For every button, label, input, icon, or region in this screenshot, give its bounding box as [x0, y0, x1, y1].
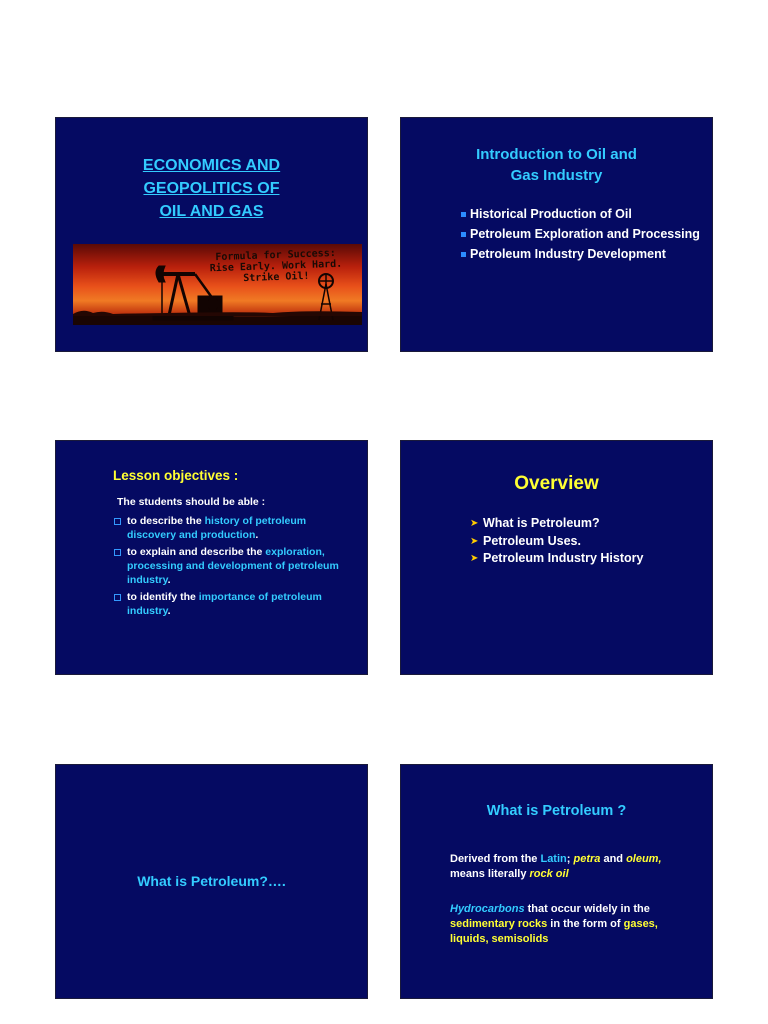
slide-what-is-petroleum [400, 764, 713, 999]
objective-text: . [167, 574, 171, 586]
hydrocarbons-paragraph [450, 902, 700, 947]
list-item [470, 533, 700, 551]
highlight-rock-oil: rock oil [529, 868, 569, 880]
square-bullet-icon [461, 212, 466, 217]
title-line: Gas Industry [510, 167, 603, 184]
highlight-gases: gases, [623, 918, 658, 930]
slide-title [56, 154, 367, 223]
square-bullet-icon [461, 232, 466, 237]
highlight-latin: Latin [540, 853, 567, 865]
slide-what-is-petroleum-section [55, 764, 368, 999]
title-line: ECONOMICS AND [142, 157, 281, 174]
hollow-square-bullet-icon [114, 518, 121, 525]
paragraph-text: means literally [450, 868, 530, 880]
slide-overview [400, 440, 713, 675]
highlight-sedimentary-rocks: sedimentary rocks [450, 918, 548, 930]
square-bullet-icon [461, 252, 466, 257]
title-line: Introduction to Oil and [476, 146, 637, 163]
list-item [461, 246, 701, 263]
highlight-petra: petra [573, 853, 601, 865]
definition-paragraph [450, 852, 700, 882]
list-item [113, 590, 353, 618]
bullet-text: Historical Production of Oil [470, 207, 632, 221]
slide-heading: Lesson objectives : [113, 468, 239, 483]
arrow-bullet-icon: ➤ [470, 518, 479, 529]
oil-pumpjack-sunset-image [73, 244, 362, 325]
slide-title [401, 144, 712, 186]
slide-lesson-objectives [55, 440, 368, 675]
slide-title: What is Petroleum?…. [137, 873, 286, 889]
highlight-oleum: oleum, [626, 853, 662, 865]
image-caption [200, 247, 351, 285]
objective-text: to explain and describe the [127, 546, 266, 558]
list-item [470, 550, 700, 568]
title-line: OIL AND GAS [159, 203, 264, 220]
caption-line: Strike Oil! [243, 270, 310, 285]
bullet-text: Petroleum Uses. [483, 533, 581, 548]
intro-text: The students should be able : [117, 496, 266, 508]
highlight-hydrocarbons: Hydrocarbons [450, 903, 525, 915]
objectives-list [113, 514, 353, 621]
highlight-liquids-semisolids: liquids, semisolids [450, 933, 549, 945]
slide-economics-title [55, 117, 368, 352]
paragraph-text: and [600, 853, 627, 865]
paragraph-text: in the form of [547, 918, 624, 930]
objective-text: . [255, 529, 259, 541]
bullet-list [470, 515, 700, 568]
bullet-text: Petroleum Industry History [483, 551, 644, 565]
hollow-square-bullet-icon [114, 594, 121, 601]
list-item [461, 206, 701, 223]
list-item [113, 545, 353, 587]
bullet-text: What is Petroleum? [483, 516, 600, 530]
paragraph-text: that occur widely in the [524, 903, 650, 915]
bullet-list [461, 206, 701, 266]
objective-highlight: importance of petroleum industry [127, 591, 322, 617]
slide-title: Overview [514, 473, 599, 494]
objective-text: . [167, 605, 171, 617]
bullet-text: Petroleum Industry Development [470, 247, 666, 261]
caption-line: Formula for Success: [215, 247, 336, 264]
list-item [461, 226, 701, 243]
paragraph-text: Derived from the [450, 853, 541, 865]
slide-title: What is Petroleum ? [486, 803, 627, 819]
objective-highlight: history of petroleum discovery and production [127, 515, 307, 541]
list-item [113, 514, 353, 542]
slide-introduction [400, 117, 713, 352]
objective-text: to identify the [127, 591, 199, 603]
list-item [470, 515, 700, 533]
title-line: GEOPOLITICS OF [143, 180, 280, 197]
bullet-text: Petroleum Exploration and Processing [470, 227, 700, 241]
arrow-bullet-icon: ➤ [470, 553, 479, 564]
paragraph-text: ; [566, 853, 574, 865]
objective-text: to describe the [127, 515, 205, 527]
hollow-square-bullet-icon [114, 549, 121, 556]
arrow-bullet-icon: ➤ [470, 535, 479, 547]
caption-line: Rise Early. Work Hard. [209, 258, 343, 275]
objective-highlight: exploration, processing and development of petroleum industry [127, 546, 339, 586]
